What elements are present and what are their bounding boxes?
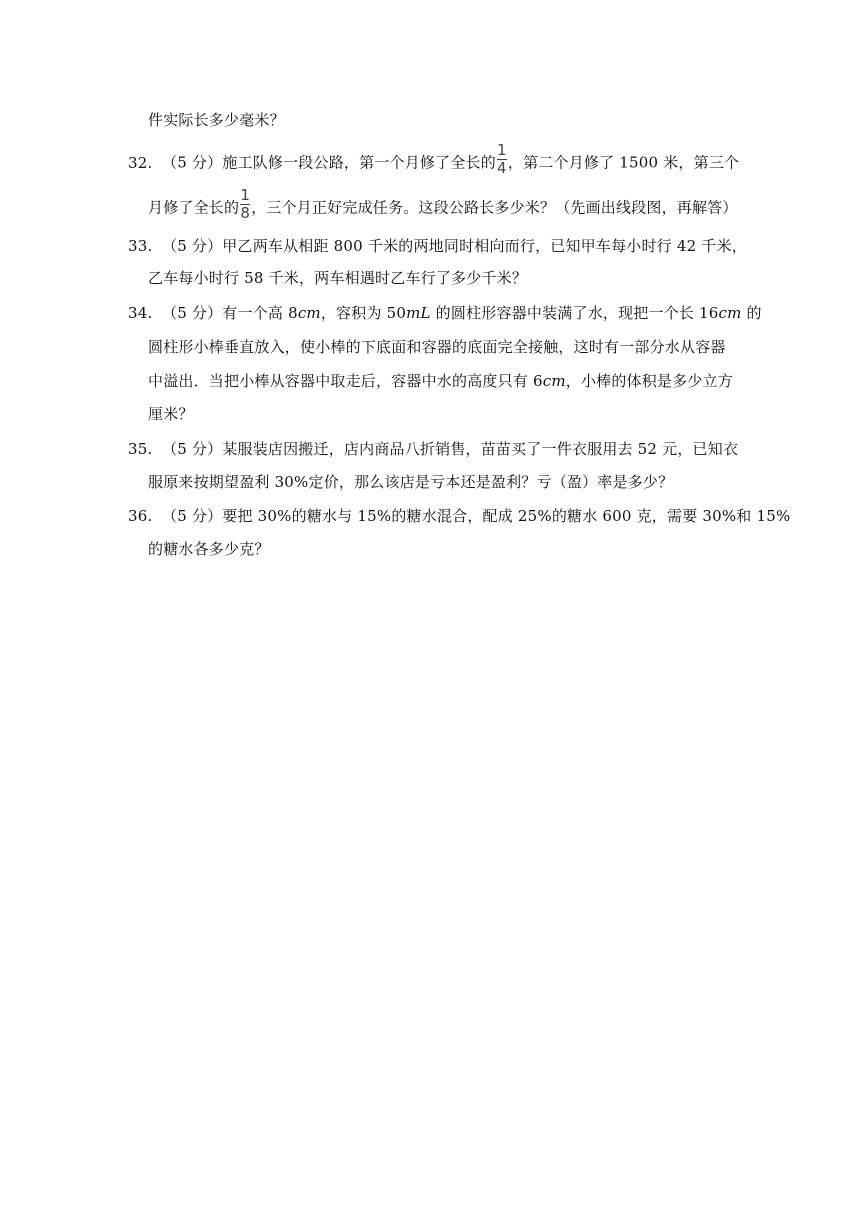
question-number: 33. <box>128 237 153 255</box>
text: （5 分）甲乙两车从相距 800 千米的两地同时相向而行，已知甲车每小时行 42 千米， <box>162 237 747 255</box>
question-31-continuation <box>148 110 285 130</box>
fraction-denominator: 8 <box>240 204 251 222</box>
unit-ml: mL <box>406 304 431 322</box>
unit-cm: cm <box>718 304 742 322</box>
text: 件实际长多少毫米？ <box>148 111 285 129</box>
text: 月修了全长的 <box>148 198 240 217</box>
text: ，三个月正好完成任务。这段公路长多少米？（先画出线段图，再解答） <box>251 198 738 217</box>
text: ，小棒的体积是多少立方 <box>565 372 733 390</box>
unit-cm: cm <box>297 304 321 322</box>
unit-cm: cm <box>542 372 566 390</box>
question-36-line-2 <box>148 539 270 559</box>
fraction-numerator: 1 <box>240 186 251 204</box>
question-35-line-2 <box>148 472 673 492</box>
fraction-denominator: 4 <box>497 159 507 177</box>
text: ，容积为 50 <box>320 304 407 322</box>
question-number: 34. <box>128 304 153 322</box>
question-number: 35. <box>128 440 153 458</box>
question-35-line-1 <box>128 439 738 459</box>
question-33-line-2 <box>148 268 527 288</box>
question-33-line-1 <box>128 236 747 256</box>
fraction-numerator: 1 <box>497 141 507 159</box>
question-34-line-3 <box>148 371 733 391</box>
text: 乙车每小时行 58 千米，两车相遇时乙车行了多少千米？ <box>148 269 528 287</box>
text: 的 <box>741 304 762 322</box>
question-32-line-2 <box>148 186 738 222</box>
text: （5 分）某服装店因搬迁，店内商品八折销售，苗苗买了一件衣服用去 52 元，已知衣 <box>162 440 739 458</box>
fraction-one-quarter <box>497 143 507 176</box>
text: 的糖水各多少克？ <box>148 540 270 558</box>
question-number: 36. <box>128 507 153 525</box>
question-34-line-4 <box>148 404 194 424</box>
text: 的圆柱形容器中装满了水，现把一个长 16 <box>430 304 719 322</box>
text: 中溢出．当把小棒从容器中取走后，容器中水的高度只有 6 <box>148 372 543 390</box>
fraction-one-eighth <box>240 188 250 221</box>
question-36-line-1 <box>128 506 790 526</box>
question-number: 32. <box>128 153 153 172</box>
text: 圆柱形小棒垂直放入，使小棒的下底面和容器的底面完全接触，这时有一部分水从容器 <box>148 338 726 356</box>
question-34-line-2 <box>148 337 726 357</box>
text: ，第二个月修了 1500 米，第三个 <box>507 153 740 172</box>
question-34-line-1 <box>128 303 762 323</box>
text: 厘米？ <box>148 405 194 423</box>
text: 服原来按期望盈利 30%定价，那么该店是亏本还是盈利？亏（盈）率是多少？ <box>148 473 674 491</box>
question-32-line-1 <box>128 141 740 177</box>
text: （5 分）要把 30%的糖水与 15%的糖水混合，配成 25%的糖水 600 克，需要 30%和 15% <box>162 507 791 525</box>
text: （5 分）有一个高 8 <box>162 304 298 322</box>
text: （5 分）施工队修一段公路，第一个月修了全长的 <box>162 153 496 172</box>
